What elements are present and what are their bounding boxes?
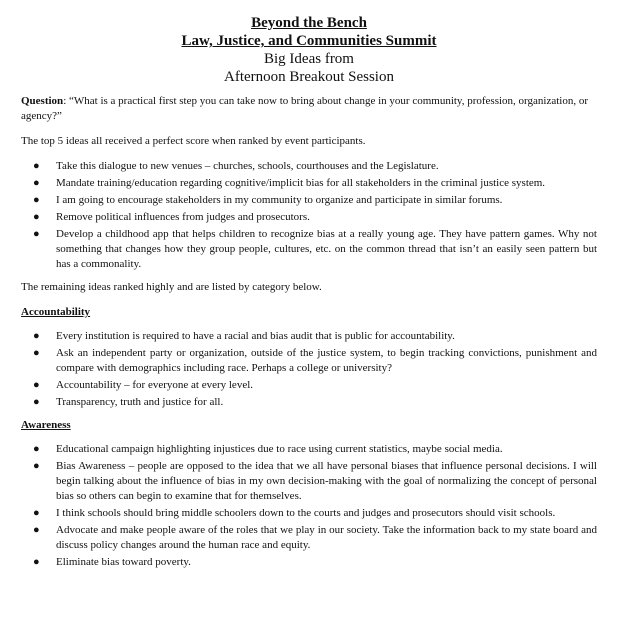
list-item: ● Take this dialogue to new venues – churches, schools, courthouses and the Legislature. bbox=[33, 160, 439, 172]
list-item: ● Transparency, truth and justice for all. bbox=[33, 396, 224, 408]
question-label: Question bbox=[21, 95, 64, 107]
question-paragraph bbox=[21, 94, 597, 124]
subtitle-session: Afternoon Breakout Session bbox=[224, 69, 394, 85]
question-text: : “What is a practical first step you can take now to bring about change in your community, profession, organization, or agency?” bbox=[21, 95, 588, 122]
bullet-icon: ● bbox=[33, 524, 40, 536]
top5-list bbox=[21, 159, 597, 272]
list-item: ● Ask an independent party or organization, outside of the justice system, to begin tracking convictions, punishment and compare with demographics including race. Perhaps a college or university? bbox=[33, 347, 597, 374]
bullet-icon: ● bbox=[33, 460, 40, 472]
title-beyond-the-bench: Beyond the Bench bbox=[251, 15, 367, 31]
list-item: ● Eliminate bias toward poverty. bbox=[33, 556, 191, 568]
section-heading-awareness: Awareness bbox=[21, 419, 71, 431]
bullet-icon: ● bbox=[33, 379, 40, 391]
remaining-intro: The remaining ideas ranked highly and are listed by category below. bbox=[21, 281, 322, 293]
awareness-list bbox=[21, 442, 597, 570]
section-heading-accountability: Accountability bbox=[21, 306, 91, 318]
list-item: ● Develop a childhood app that helps children to recognize bias at a really young age. They have pattern games. Why not something that changes how they group people, cultures, etc. on the common thread that isn’t an easily seen pattern but has a commonality. bbox=[33, 228, 597, 270]
document-header bbox=[21, 14, 597, 86]
list-item: ● Bias Awareness – people are opposed to the idea that we all have personal biases that influence personal decisions. I will begin talking about the influence of bias in my own decision-making with the goal of normalizing the concept of personal bias so others can begin to examine that for themselves. bbox=[33, 460, 597, 502]
bullet-icon: ● bbox=[33, 194, 40, 206]
bullet-icon: ● bbox=[33, 556, 40, 568]
bullet-icon: ● bbox=[33, 330, 40, 342]
bullet-icon: ● bbox=[33, 160, 40, 172]
list-item: ● Remove political influences from judges and prosecutors. bbox=[33, 211, 310, 223]
subtitle-big-ideas: Big Ideas from bbox=[264, 51, 354, 67]
list-item: ● Accountability – for everyone at every level. bbox=[33, 379, 254, 391]
list-item: ● I think schools should bring middle schoolers down to the courts and judges and prosecutors should visit schools. bbox=[33, 507, 556, 519]
title-summit-name: Law, Justice, and Communities Summit bbox=[181, 33, 437, 49]
bullet-icon: ● bbox=[33, 347, 40, 359]
list-item: ● Mandate training/education regarding cognitive/implicit bias for all stakeholders in the criminal justice system. bbox=[33, 177, 546, 189]
list-item: ● Advocate and make people aware of the roles that we play in our society. Take the information back to my state board and discuss policy changes around the human race and equity. bbox=[33, 524, 597, 551]
bullet-icon: ● bbox=[33, 507, 40, 519]
bullet-icon: ● bbox=[33, 228, 40, 240]
list-item: ● Every institution is required to have a racial and bias audit that is public for accountability. bbox=[33, 330, 455, 342]
bullet-icon: ● bbox=[33, 211, 40, 223]
accountability-list bbox=[21, 329, 597, 410]
list-item: ● Educational campaign highlighting injustices due to race using current statistics, maybe social media. bbox=[33, 443, 503, 455]
bullet-icon: ● bbox=[33, 177, 40, 189]
bullet-icon: ● bbox=[33, 443, 40, 455]
list-item: ● I am going to encourage stakeholders in my community to organize and participate in similar forums. bbox=[33, 194, 503, 206]
bullet-icon: ● bbox=[33, 396, 40, 408]
top5-intro: The top 5 ideas all received a perfect score when ranked by event participants. bbox=[21, 135, 366, 147]
